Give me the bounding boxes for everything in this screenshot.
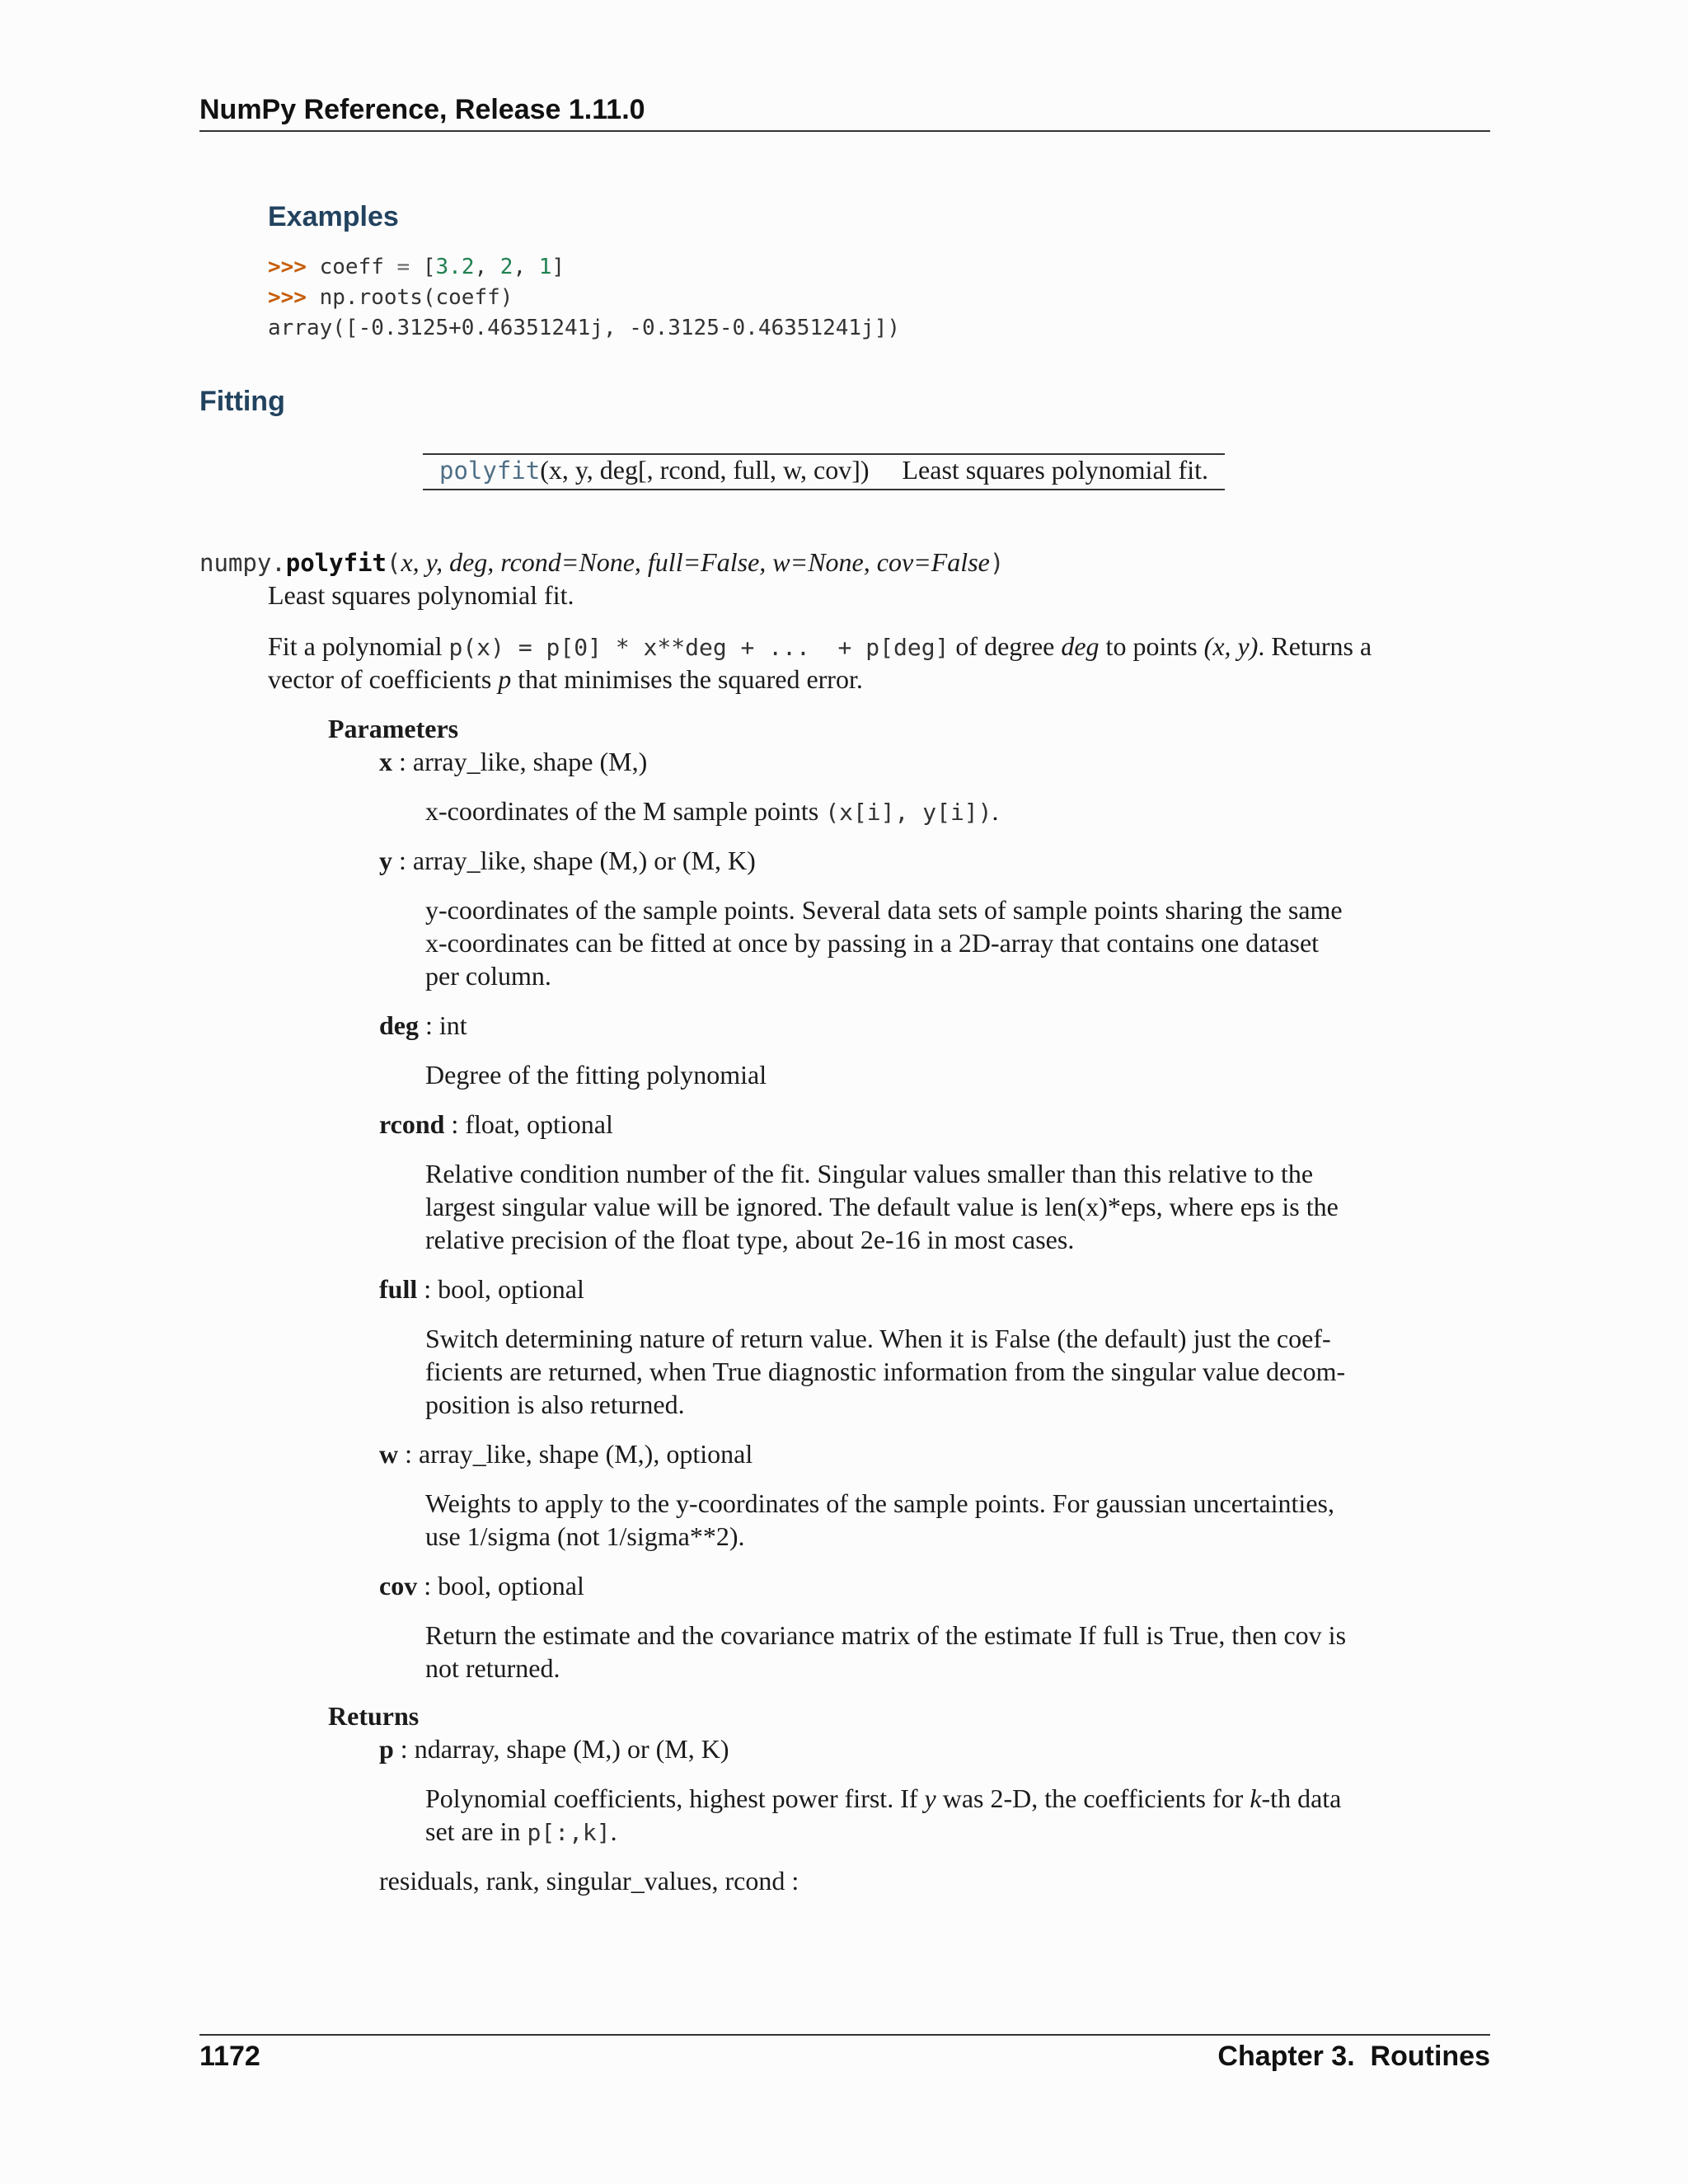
code-prompt: >>> (268, 285, 307, 310)
param-description-line (425, 1157, 1313, 1190)
return-name: p (379, 1734, 394, 1764)
deg-italic: deg (1061, 631, 1100, 661)
param-header (379, 844, 756, 877)
code-token: , (513, 255, 539, 279)
param-header (379, 1009, 467, 1042)
returns-heading: Returns (328, 1701, 420, 1731)
param-header (379, 1272, 584, 1305)
desc-text: -th data (1261, 1783, 1342, 1813)
example-code-block (268, 252, 900, 344)
desc-text: not returned. (425, 1653, 560, 1683)
param-description-line (425, 1355, 1345, 1388)
desc-text: set are in (425, 1816, 528, 1846)
desc-text: to points (1099, 631, 1204, 661)
param-header (379, 745, 647, 778)
param-name: y (379, 846, 392, 875)
desc-text: Weights to apply to the y-coordinates of the sample points. For gaussian uncertainties, (425, 1488, 1334, 1518)
param-type: : float, optional (444, 1109, 613, 1139)
desc-text: vector of coefficients (268, 664, 499, 694)
code-line (268, 313, 900, 344)
param-description-line (425, 1058, 767, 1091)
param-header (379, 1108, 613, 1141)
desc-text: that minimises the squared error. (511, 664, 863, 694)
parameters-heading: Parameters (328, 714, 459, 743)
signature-params: x, y, deg, rcond=None, full=False, w=None, cov=False (401, 547, 990, 577)
param-description-line (425, 1520, 745, 1553)
footer-rule (199, 2034, 1490, 2036)
desc-text: relative precision of the float type, about 2e-16 in most cases. (425, 1225, 1075, 1254)
code-line (268, 252, 900, 283)
desc-text: Relative condition number of the fit. Singular values smaller than this relative to the (425, 1159, 1314, 1188)
table-cell-routine (423, 454, 886, 490)
page-number: 1172 (199, 2041, 260, 2072)
short-description: Least squares polynomial fit. (268, 580, 574, 610)
param-type: : int (419, 1010, 467, 1040)
code-token: 3.2 (435, 255, 475, 279)
param-description-line (425, 794, 999, 829)
code-token: 2 (499, 255, 513, 279)
k-italic: k (1250, 1783, 1262, 1813)
table-row (423, 454, 1225, 490)
param-name: w (379, 1439, 399, 1469)
param-description-line (425, 1619, 1346, 1652)
param-name: x (379, 747, 392, 776)
param-description-line (425, 1388, 685, 1421)
routine-summary-table (423, 453, 1225, 490)
param-description-line (425, 959, 551, 992)
desc-text: Fit a polynomial (268, 631, 449, 661)
desc-text: Switch determining nature of return value. When it is False (the default) just the coef- (425, 1324, 1331, 1353)
signature-name: polyfit (285, 549, 387, 577)
param-type: : array_like, shape (M,), optional (398, 1439, 753, 1469)
code-token: = (396, 255, 410, 279)
param-description-line (425, 1652, 560, 1685)
desc-text: ficients are returned, when True diagnostic information from the singular value decom- (425, 1357, 1346, 1386)
param-description-line (425, 1322, 1331, 1355)
desc-text: Polynomial coefficients, highest power first. If (425, 1783, 925, 1813)
param-name: full (379, 1274, 418, 1304)
code-token: [ (410, 255, 436, 279)
code-token: np.roots(coeff) (319, 285, 513, 310)
return-p-desc-line2 (425, 1815, 617, 1849)
desc-text: . Returns a (1258, 631, 1372, 661)
return-p-desc-line1 (425, 1782, 1341, 1815)
param-header (379, 1569, 584, 1602)
desc-text: was 2-D, the coefficients for (935, 1783, 1250, 1813)
p-index-code: p[:,k] (527, 1819, 611, 1846)
desc-text: . (992, 796, 999, 826)
y-italic: y (924, 1783, 936, 1813)
points-italic: (x, y) (1203, 631, 1259, 661)
return-p-header (379, 1732, 729, 1765)
param-header (379, 1437, 753, 1470)
signature-module: numpy. (199, 549, 286, 577)
table-cell-summary: Least squares polynomial fit. (902, 455, 1208, 485)
desc-text: x-coordinates can be fitted at once by passing in a 2D-array that contains one dataset (425, 928, 1320, 958)
param-type: : array_like, shape (M,) or (M, K) (392, 846, 756, 875)
header-rule (199, 130, 1490, 132)
desc-text: Degree of the fitting polynomial (425, 1060, 767, 1090)
code-token: ] (551, 255, 565, 279)
examples-heading: Examples (268, 201, 399, 232)
desc-text: per column. (425, 961, 551, 991)
desc-text: use 1/sigma (not 1/sigma**2). (425, 1521, 745, 1551)
param-name: cov (379, 1571, 418, 1601)
long-description-line1 (268, 630, 1372, 664)
signature-open-paren: ( (386, 549, 401, 577)
polyfit-args: (x, y, deg[, rcond, full, w, cov]) (540, 455, 870, 485)
return-residuals: residuals, rank, singular_values, rcond : (379, 1866, 799, 1896)
p-italic: p (498, 664, 512, 694)
param-type: : array_like, shape (M,) (392, 747, 648, 776)
desc-text: y-coordinates of the sample points. Several data sets of sample points sharing the same (425, 895, 1343, 925)
param-description-line (425, 1487, 1334, 1520)
param-description-line (425, 893, 1343, 926)
signature-close-paren: ) (989, 549, 1005, 577)
param-name: rcond (379, 1109, 445, 1139)
inline-code: (x[i], y[i]) (825, 799, 992, 826)
param-type: : bool, optional (417, 1274, 584, 1304)
code-token: , (474, 255, 500, 279)
desc-text: x-coordinates of the M sample points (425, 796, 826, 826)
code-prompt: >>> (268, 255, 307, 279)
param-description-line (425, 1223, 1074, 1256)
code-token: 1 (538, 255, 552, 279)
desc-text: Return the estimate and the covariance matrix of the estimate If full is True, then cov is (425, 1620, 1347, 1650)
return-type: : ndarray, shape (M,) or (M, K) (393, 1734, 729, 1764)
fitting-heading: Fitting (199, 386, 285, 417)
param-description-line (425, 926, 1319, 959)
code-line (268, 283, 900, 313)
param-description-line (425, 1190, 1339, 1223)
desc-text: position is also returned. (425, 1390, 685, 1419)
function-signature (199, 547, 1004, 578)
param-type: : bool, optional (417, 1571, 584, 1601)
running-header: NumPy Reference, Release 1.11.0 (199, 94, 645, 125)
code-token: array([-0.3125+0.46351241j, -0.3125-0.46351241j]) (268, 316, 901, 340)
polynomial-code: p(x) = p[0] * x**deg + ... + p[deg] (448, 634, 950, 661)
desc-text: of degree (949, 631, 1062, 661)
code-token: coeff (319, 255, 397, 279)
desc-text: . (610, 1816, 617, 1846)
param-name: deg (379, 1010, 419, 1040)
polyfit-link[interactable]: polyfit (439, 457, 541, 485)
long-description-line2 (268, 663, 863, 696)
desc-text: largest singular value will be ignored. The default value is len(x)*eps, where eps is the (425, 1192, 1339, 1221)
chapter-title: Chapter 3. Routines (1217, 2041, 1490, 2072)
